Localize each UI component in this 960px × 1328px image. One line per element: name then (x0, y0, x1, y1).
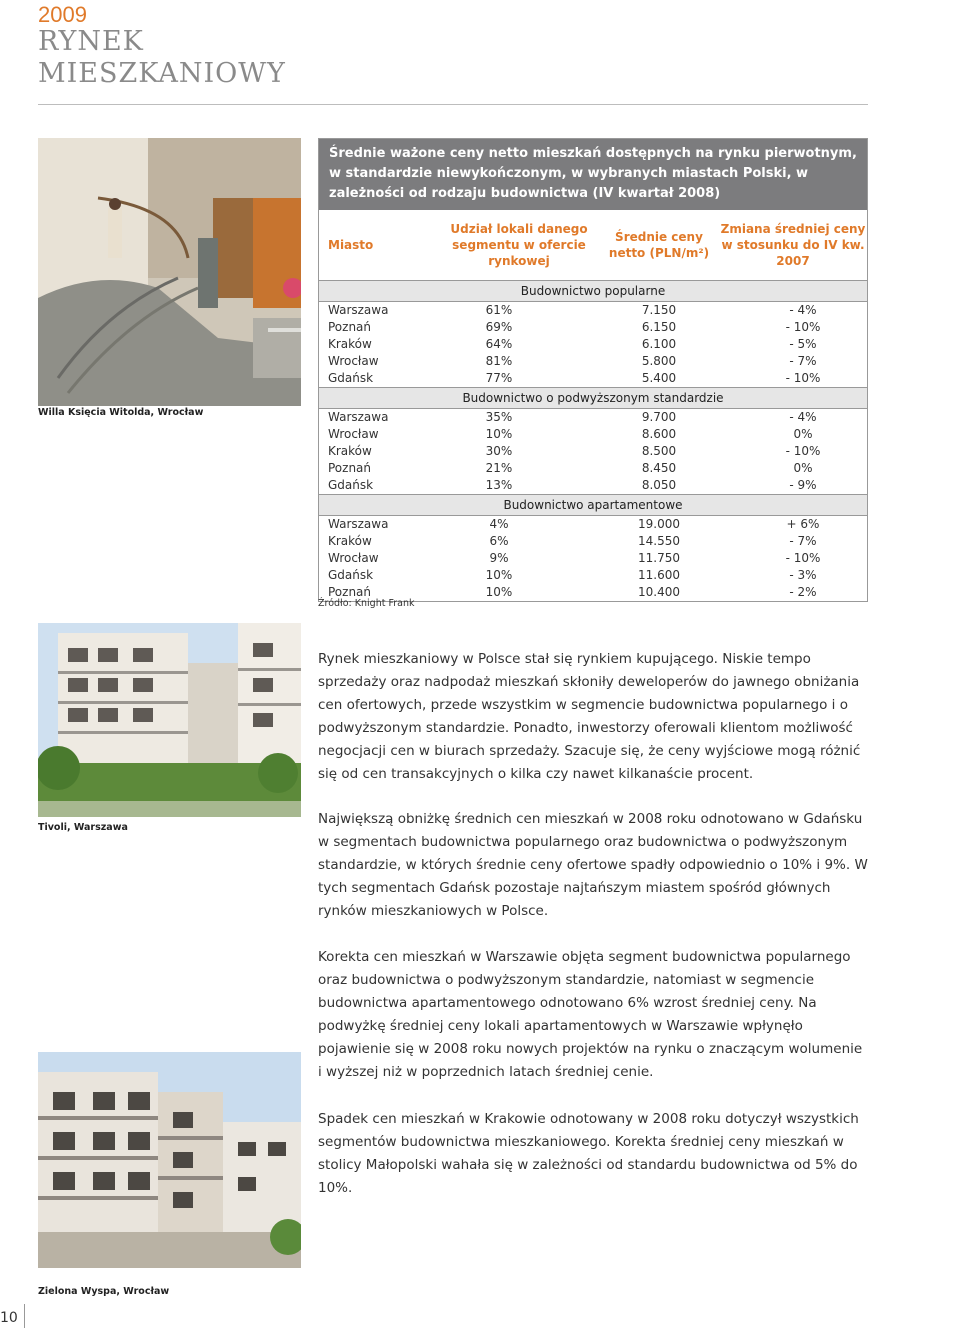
cell-share: 64% (485, 337, 513, 351)
table-row (319, 550, 867, 567)
paragraph-4: Spadek cen mieszkań w Krakowie odnotowany w 2008 roku dotyczył wszystkich segmentów budownictwa mieszkaniowego. Korekta średniej ceny mieszkań w stolicy Małopolski wahała się w zależności od standardu budownictwa od 5% do 10%. (318, 1111, 859, 1196)
cell-change: - 7% (789, 354, 817, 368)
table-row (319, 302, 867, 319)
table-row (319, 533, 867, 550)
photo-zielona-wyspa (38, 1052, 301, 1268)
cell-price: 19.000 (638, 517, 680, 531)
cell-share: 35% (485, 410, 513, 424)
paragraph-2: Największą obniżkę średnich cen mieszkań w 2008 roku odnotowano w Gdańsku w segmentach budownictwa popularnego oraz budownictwa o podwyższonym standardzie, w których średnie ceny ofertowe spadły odpowiednio o 10% i 9%. W tych segmentach Gdańsk pozostaje najtańszym miastem spośród głównych rynków mieszkaniowych w Polsce. (318, 811, 868, 919)
cell-city: Kraków (328, 337, 372, 351)
cell-change: - 2% (789, 585, 817, 599)
cell-share: 13% (485, 478, 513, 492)
table-row (319, 567, 867, 584)
table-row (319, 353, 867, 370)
title-line-2: MIESZKANIOWY (38, 58, 286, 89)
cell-city: Poznań (328, 585, 372, 599)
cell-city: Kraków (328, 444, 372, 458)
cell-price: 8.500 (641, 444, 677, 458)
section-header-apartment: Budownictwo apartamentowe (319, 494, 867, 516)
header-divider (38, 104, 868, 105)
cell-change: 0% (793, 461, 813, 475)
table-row (319, 477, 867, 494)
cell-change: - 4% (789, 303, 817, 317)
cell-price: 5.800 (641, 354, 677, 368)
section-header-premium: Budownictwo o podwyższonym standardzie (319, 387, 867, 409)
cell-share: 30% (485, 444, 513, 458)
cell-price: 9.700 (641, 410, 677, 424)
cell-change: 0% (793, 427, 813, 441)
photo-tivoli-buildings (38, 623, 301, 817)
cell-city: Warszawa (328, 410, 389, 424)
table-row (319, 319, 867, 336)
cell-price: 8.450 (641, 461, 677, 475)
report-year: 2009 (38, 2, 87, 27)
cell-change: - 4% (789, 410, 817, 424)
cell-change: - 10% (785, 551, 821, 565)
cell-price: 11.750 (638, 551, 680, 565)
cell-price: 8.050 (641, 478, 677, 492)
section-header-popular: Budownictwo popularne (319, 281, 867, 302)
cell-city: Gdańsk (328, 568, 374, 582)
table-title: Średnie ważone ceny netto mieszkań dostępnych na rynku pierwotnym, w standardzie niewykończonym, w wybranych miastach Polski, w zależności od rodzaju budownictwa (IV kwartał 2008) (319, 139, 867, 210)
cell-city: Gdańsk (328, 371, 374, 385)
table-row (319, 426, 867, 443)
cell-city: Poznań (328, 461, 372, 475)
price-table (318, 138, 868, 602)
column-header-city: Miasto (328, 238, 374, 252)
cell-price: 11.600 (638, 568, 680, 582)
table-row (319, 460, 867, 477)
photo-caption-3: Zielona Wyspa, Wrocław (38, 1286, 170, 1297)
cell-share: 21% (485, 461, 513, 475)
cell-share: 10% (485, 585, 513, 599)
column-header-price: Średnie ceny netto (PLN/m²) (608, 230, 710, 260)
cell-change: + 6% (786, 517, 820, 531)
cell-change: - 10% (785, 371, 821, 385)
table-row (319, 443, 867, 460)
cell-city: Kraków (328, 534, 372, 548)
cell-city: Wrocław (328, 427, 379, 441)
cell-share: 4% (489, 517, 509, 531)
cell-share: 6% (489, 534, 509, 548)
cell-city: Wrocław (328, 354, 379, 368)
page-number: 10 (0, 1310, 18, 1326)
cell-change: - 9% (789, 478, 817, 492)
column-header-share: Udział lokali danego segmentu w ofercie rynkowej (450, 222, 588, 268)
table-row (319, 516, 867, 533)
section-title (38, 26, 286, 90)
cell-price: 6.100 (641, 337, 677, 351)
cell-city: Poznań (328, 320, 372, 334)
photo-caption-1: Willa Księcia Witolda, Wrocław (38, 407, 204, 418)
cell-share: 69% (485, 320, 513, 334)
cell-price: 6.150 (641, 320, 677, 334)
cell-change: - 3% (789, 568, 817, 582)
table-row (319, 370, 867, 387)
table-header-row (319, 210, 867, 281)
cell-price: 14.550 (638, 534, 680, 548)
cell-share: 10% (485, 427, 513, 441)
cell-share: 81% (485, 354, 513, 368)
cell-change: - 10% (785, 444, 821, 458)
paragraph-1: Rynek mieszkaniowy w Polsce stał się rynkiem kupującego. Niskie tempo sprzedaży oraz nadpodaż mieszkań skłoniły deweloperów do jawnego obniżania cen ofertowych, przede wszystkim w segmencie budownictwa popularnego i o podwyższonym standardzie. Ponadto, inwestorzy oferowali klientom możliwość negocjacji cen w biurach sprzedaży. Szacuje się, że ceny wyjściowe mogą różnić się od cen transakcyjnych o kilka czy nawet kilkanaście procent. (318, 651, 861, 782)
cell-city: Warszawa (328, 517, 389, 531)
table-row (319, 336, 867, 353)
cell-city: Wrocław (328, 551, 379, 565)
cell-change: - 5% (789, 337, 817, 351)
cell-share: 77% (485, 371, 513, 385)
column-header-change: Zmiana średniej ceny w stosunku do IV kw. 2007 (720, 222, 866, 268)
photo-caption-2: Tivoli, Warszawa (38, 822, 128, 833)
cell-price: 10.400 (638, 585, 680, 599)
cell-share: 10% (485, 568, 513, 582)
cell-price: 5.400 (641, 371, 677, 385)
photo-staircase-interior (38, 138, 301, 406)
cell-change: - 10% (785, 320, 821, 334)
cell-price: 8.600 (641, 427, 677, 441)
cell-price: 7.150 (641, 303, 677, 317)
cell-share: 61% (485, 303, 513, 317)
cell-city: Gdańsk (328, 478, 374, 492)
table-row (319, 409, 867, 426)
title-line-1: RYNEK (38, 26, 144, 57)
table-source: Źródło: Knight Frank (318, 598, 415, 609)
cell-share: 9% (489, 551, 509, 565)
cell-change: - 7% (789, 534, 817, 548)
page-number-divider (24, 1304, 25, 1328)
cell-city: Warszawa (328, 303, 389, 317)
paragraph-3: Korekta cen mieszkań w Warszawie objęta segment budownictwa popularnego oraz budownictwa o podwyższonym standardzie, natomiast w segmencie budownictwa apartamentowego odnotowano 6% wzrost średniej ceny. Na podwyżkę średniej ceny lokali apartamentowych w Warszawie wpłynęło pojawienie się w 2008 roku nowych projektów na rynku o znaczącym wolumenie i wyższej niż w poprzednich latach średniej cenie. (318, 949, 863, 1080)
